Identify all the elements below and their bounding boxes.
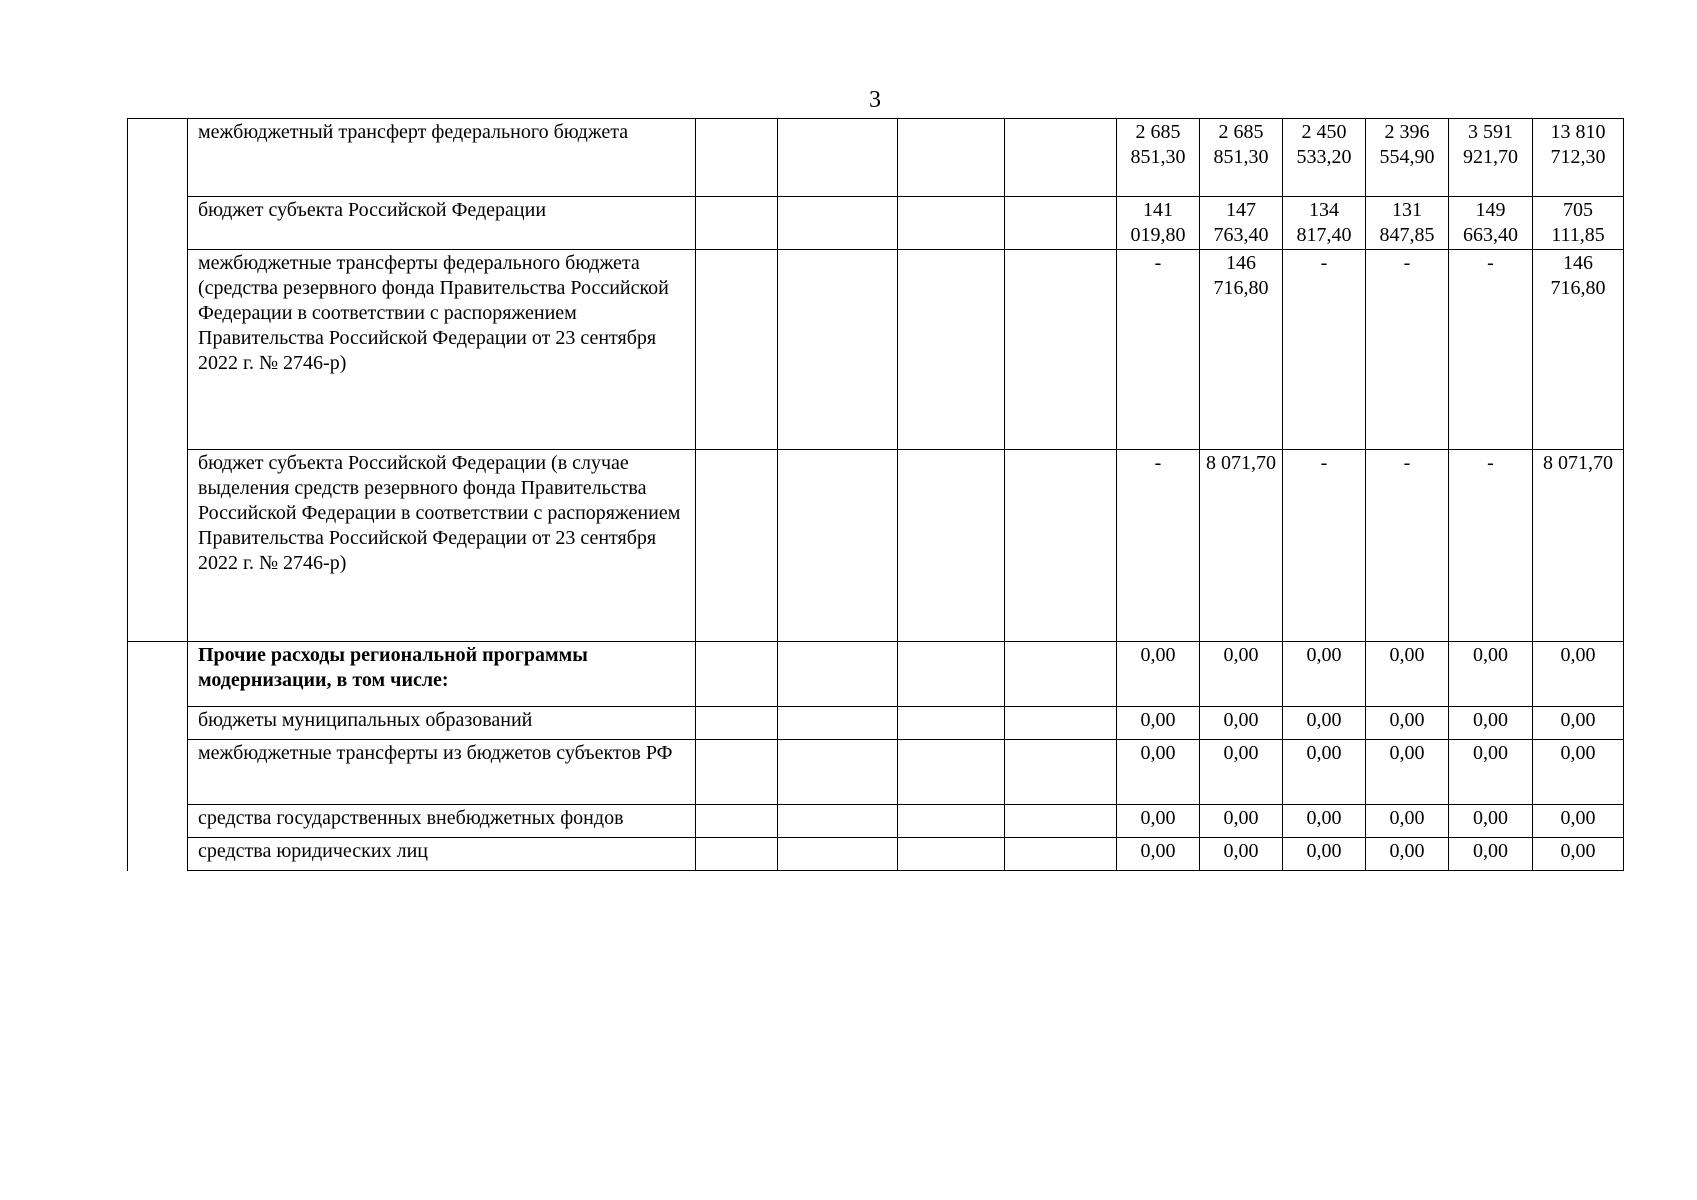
value-cell: 0,00 xyxy=(1366,740,1449,805)
value-cell: 8 071,70 xyxy=(1200,450,1283,642)
empty-cell xyxy=(696,740,778,805)
empty-cell xyxy=(778,119,898,197)
value-cell: - xyxy=(1117,250,1200,450)
value-cell: 0,00 xyxy=(1117,740,1200,805)
empty-cell xyxy=(898,707,1005,740)
value-cell: 0,00 xyxy=(1117,838,1200,871)
table-row xyxy=(128,740,1624,805)
value-cell: 0,00 xyxy=(1200,740,1283,805)
empty-cell xyxy=(778,707,898,740)
row-label: бюджет субъекта Российской Федерации (в случае выделения средств резервного фонда Правительства Российской Федерации в соответствии с распоряжением Правительства Российской Федерации от 23 сентября 2022 г. № 2746-р) xyxy=(188,450,696,642)
empty-cell xyxy=(696,250,778,450)
row-number-cell xyxy=(128,250,188,450)
table-row xyxy=(128,197,1624,250)
row-label: средства государственных внебюджетных фондов xyxy=(188,805,696,838)
empty-cell xyxy=(1005,740,1117,805)
row-number-cell xyxy=(128,805,188,838)
value-cell: - xyxy=(1366,250,1449,450)
empty-cell xyxy=(696,805,778,838)
empty-cell xyxy=(1005,642,1117,707)
table-row xyxy=(128,250,1624,450)
empty-cell xyxy=(696,642,778,707)
row-number-cell xyxy=(128,740,188,805)
value-cell: 0,00 xyxy=(1283,642,1366,707)
empty-cell xyxy=(898,197,1005,250)
value-cell: 0,00 xyxy=(1449,838,1533,871)
empty-cell xyxy=(778,740,898,805)
value-cell: 0,00 xyxy=(1117,805,1200,838)
value-cell: 0,00 xyxy=(1200,805,1283,838)
empty-cell xyxy=(778,805,898,838)
value-cell: 2 685 851,30 xyxy=(1200,119,1283,197)
page-number: 3 xyxy=(869,87,881,113)
value-cell: 0,00 xyxy=(1449,740,1533,805)
section-title: Прочие расходы региональной программы модернизации, в том числе: xyxy=(188,642,696,707)
empty-cell xyxy=(1005,119,1117,197)
row-label: межбюджетные трансферты из бюджетов субъектов РФ xyxy=(188,740,696,805)
empty-cell xyxy=(898,805,1005,838)
empty-cell xyxy=(1005,250,1117,450)
value-cell: 0,00 xyxy=(1117,642,1200,707)
empty-cell xyxy=(898,119,1005,197)
empty-cell xyxy=(1005,707,1117,740)
table-row xyxy=(128,838,1624,871)
empty-cell xyxy=(778,450,898,642)
value-cell: - xyxy=(1366,450,1449,642)
table-row xyxy=(128,450,1624,642)
value-cell: 0,00 xyxy=(1449,805,1533,838)
value-cell: 0,00 xyxy=(1283,740,1366,805)
value-cell: 146 716,80 xyxy=(1200,250,1283,450)
value-cell: - xyxy=(1117,450,1200,642)
total-value-cell: 0,00 xyxy=(1533,642,1624,707)
table-row xyxy=(128,805,1624,838)
empty-cell xyxy=(1005,197,1117,250)
value-cell: - xyxy=(1449,450,1533,642)
row-number-cell xyxy=(128,642,188,707)
empty-cell xyxy=(778,197,898,250)
empty-cell xyxy=(696,119,778,197)
value-cell: - xyxy=(1449,250,1533,450)
value-cell: 0,00 xyxy=(1283,838,1366,871)
value-cell: 2 450 533,20 xyxy=(1283,119,1366,197)
total-value-cell: 0,00 xyxy=(1533,740,1624,805)
value-cell: 0,00 xyxy=(1283,805,1366,838)
row-label: средства юридических лиц xyxy=(188,838,696,871)
value-cell: 0,00 xyxy=(1200,707,1283,740)
value-cell: 0,00 xyxy=(1366,707,1449,740)
value-cell: 141 019,80 xyxy=(1117,197,1200,250)
empty-cell xyxy=(898,250,1005,450)
value-cell: 147 763,40 xyxy=(1200,197,1283,250)
value-cell: 2 685 851,30 xyxy=(1117,119,1200,197)
value-cell: 3 591 921,70 xyxy=(1449,119,1533,197)
row-label: бюджет субъекта Российской Федерации xyxy=(188,197,696,250)
empty-cell xyxy=(898,450,1005,642)
table-row xyxy=(128,642,1624,707)
value-cell: 2 396 554,90 xyxy=(1366,119,1449,197)
empty-cell xyxy=(898,838,1005,871)
value-cell: - xyxy=(1283,450,1366,642)
row-number-cell xyxy=(128,838,188,871)
total-value-cell: 13 810 712,30 xyxy=(1533,119,1624,197)
row-number-cell xyxy=(128,119,188,197)
empty-cell xyxy=(898,740,1005,805)
total-value-cell: 0,00 xyxy=(1533,838,1624,871)
value-cell: 0,00 xyxy=(1366,805,1449,838)
empty-cell xyxy=(778,250,898,450)
table-row xyxy=(128,707,1624,740)
empty-cell xyxy=(1005,805,1117,838)
value-cell: 0,00 xyxy=(1449,642,1533,707)
empty-cell xyxy=(778,642,898,707)
value-cell: 0,00 xyxy=(1200,838,1283,871)
table-row xyxy=(128,119,1624,197)
value-cell: 0,00 xyxy=(1200,642,1283,707)
value-cell: 0,00 xyxy=(1366,642,1449,707)
total-value-cell: 146 716,80 xyxy=(1533,250,1624,450)
value-cell: 149 663,40 xyxy=(1449,197,1533,250)
value-cell: - xyxy=(1283,250,1366,450)
row-label: межбюджетный трансферт федерального бюджета xyxy=(188,119,696,197)
total-value-cell: 705 111,85 xyxy=(1533,197,1624,250)
empty-cell xyxy=(1005,838,1117,871)
value-cell: 0,00 xyxy=(1449,707,1533,740)
empty-cell xyxy=(696,197,778,250)
row-number-cell xyxy=(128,707,188,740)
empty-cell xyxy=(696,707,778,740)
total-value-cell: 0,00 xyxy=(1533,707,1624,740)
total-value-cell: 0,00 xyxy=(1533,805,1624,838)
total-value-cell: 8 071,70 xyxy=(1533,450,1624,642)
empty-cell xyxy=(778,838,898,871)
empty-cell xyxy=(898,642,1005,707)
row-label: бюджеты муниципальных образований xyxy=(188,707,696,740)
value-cell: 134 817,40 xyxy=(1283,197,1366,250)
value-cell: 0,00 xyxy=(1283,707,1366,740)
value-cell: 0,00 xyxy=(1366,838,1449,871)
row-label: межбюджетные трансферты федерального бюджета (средства резервного фонда Правительства Российской Федерации в соответствии с распоряжением Правительства Российской Федерации от 23 сентября 2022 г. № 2746-р) xyxy=(188,250,696,450)
row-number-cell xyxy=(128,197,188,250)
empty-cell xyxy=(1005,450,1117,642)
row-number-cell xyxy=(128,450,188,642)
empty-cell xyxy=(696,838,778,871)
empty-cell xyxy=(696,450,778,642)
value-cell: 0,00 xyxy=(1117,707,1200,740)
budget-table xyxy=(127,118,1624,871)
value-cell: 131 847,85 xyxy=(1366,197,1449,250)
